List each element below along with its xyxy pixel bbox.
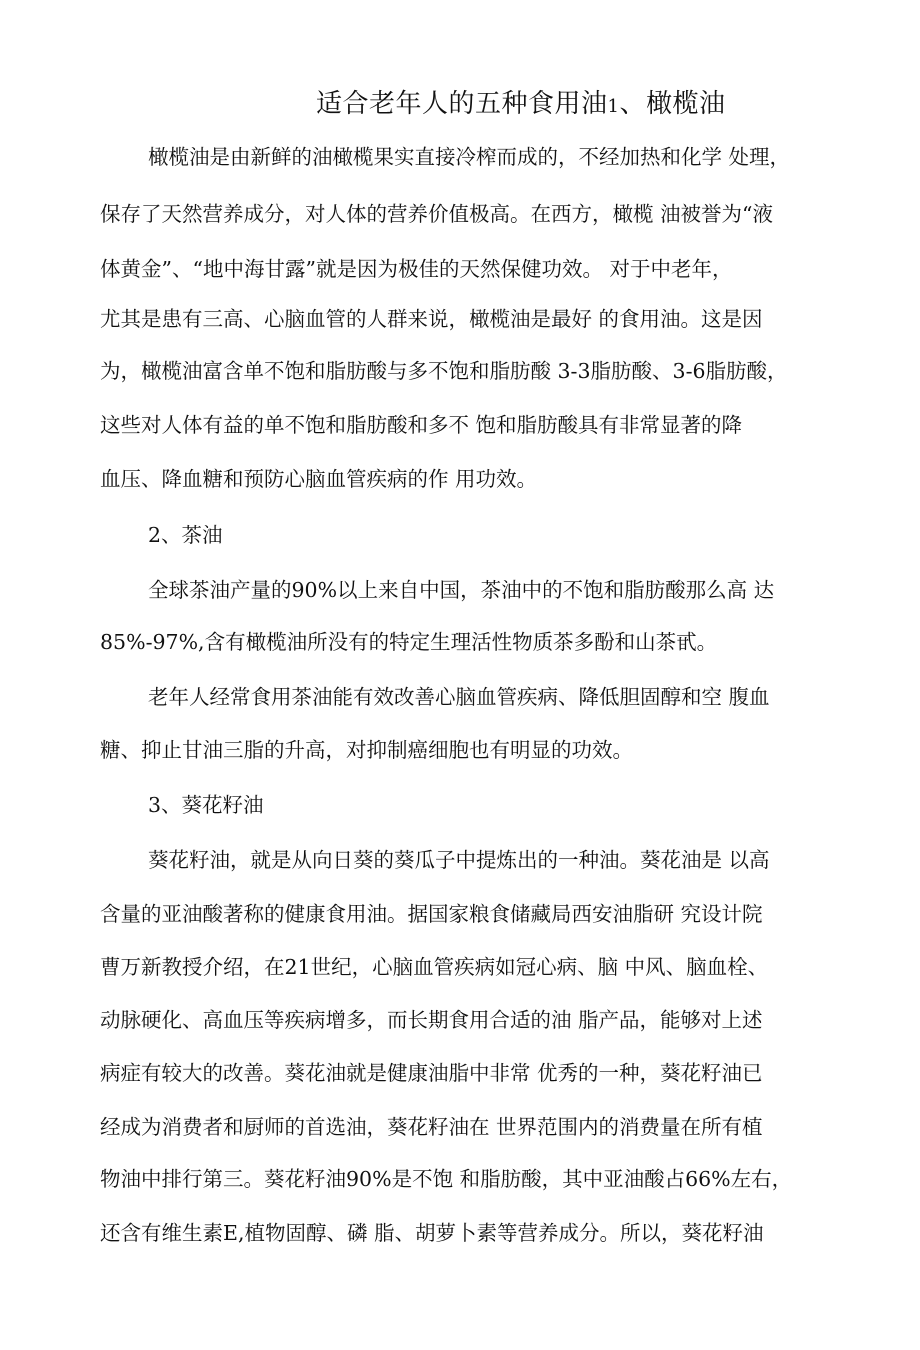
document-title bbox=[316, 86, 725, 125]
paragraph-olive-line-7: 血压、降血糖和预防心脑血管疾病的作 用功效。 bbox=[100, 467, 538, 491]
paragraph-olive-line-4: 尤其是患有三高、心脑血管的人群来说，橄榄油是最好 的食用油。这是因 bbox=[100, 307, 763, 331]
title-number: 1 bbox=[607, 96, 620, 117]
paragraph-sunflower-line-3: 曹万新教授介绍，在21世纪，心脑血管疾病如冠心病、脑 中风、脑血栓、 bbox=[100, 955, 769, 979]
paragraph-sunflower-line-6: 经成为消费者和厨师的首选油，葵花籽油在 世界范围内的消费量在所有植 bbox=[100, 1115, 763, 1139]
paragraph-olive-line-5: 为，橄榄油富含单不饱和脂肪酸与多不饱和脂肪酸 3-3脂肪酸、3-6脂肪酸， bbox=[100, 359, 788, 383]
paragraph-olive-line-1: 橄榄油是由新鲜的油橄榄果实直接冷榨而成的，不经加热和化学 处理， bbox=[148, 145, 791, 169]
title-text: 适合老年人的五种食用油 bbox=[316, 89, 608, 119]
paragraph-tea-line-1: 全球茶油产量的90%以上来自中国，茶油中的不饱和脂肪酸那么高 达 bbox=[148, 578, 775, 602]
heading-tea-oil: 2、茶油 bbox=[148, 523, 223, 547]
title-suffix: 、橄榄油 bbox=[619, 89, 726, 119]
paragraph-sunflower-line-5: 病症有较大的改善。葵花油就是健康油脂中非常 优秀的一种，葵花籽油已 bbox=[100, 1061, 763, 1085]
paragraph-tea-line-3: 老年人经常食用茶油能有效改善心脑血管疾病、降低胆固醇和空 腹血 bbox=[148, 685, 770, 709]
heading-sunflower-oil: 3、葵花籽油 bbox=[148, 793, 264, 817]
paragraph-tea-line-2: 85%-97%,含有橄榄油所没有的特定生理活性物质茶多酚和山茶甙。 bbox=[100, 630, 718, 654]
paragraph-tea-line-4: 糖、抑止甘油三脂的升高，对抑制癌细胞也有明显的功效。 bbox=[100, 738, 633, 762]
paragraph-sunflower-line-7: 物油中排行第三。葵花籽油90%是不饱 和脂肪酸，其中亚油酸占66%左右， bbox=[100, 1167, 793, 1191]
paragraph-sunflower-line-1: 葵花籽油，就是从向日葵的葵瓜子中提炼出的一种油。葵花油是 以高 bbox=[148, 848, 770, 872]
paragraph-olive-line-3: 体黄金”、“地中海甘露”就是因为极佳的天然保健功效。 对于中老年， bbox=[100, 257, 733, 281]
paragraph-sunflower-line-4: 动脉硬化、高血压等疾病增多，而长期食用合适的油 脂产品，能够对上述 bbox=[100, 1008, 763, 1032]
paragraph-sunflower-line-2: 含量的亚油酸著称的健康食用油。据国家粮食储藏局西安油脂研 究设计院 bbox=[100, 902, 763, 926]
paragraph-olive-line-6: 这些对人体有益的单不饱和脂肪酸和多不 饱和脂肪酸具有非常显著的降 bbox=[100, 413, 743, 437]
paragraph-sunflower-line-8: 还含有维生素E,植物固醇、磷 脂、胡萝卜素等营养成分。所以，葵花籽油 bbox=[100, 1221, 764, 1245]
paragraph-olive-line-2: 保存了天然营养成分，对人体的营养价值极高。在西方，橄榄 油被誉为“液 bbox=[100, 202, 773, 226]
